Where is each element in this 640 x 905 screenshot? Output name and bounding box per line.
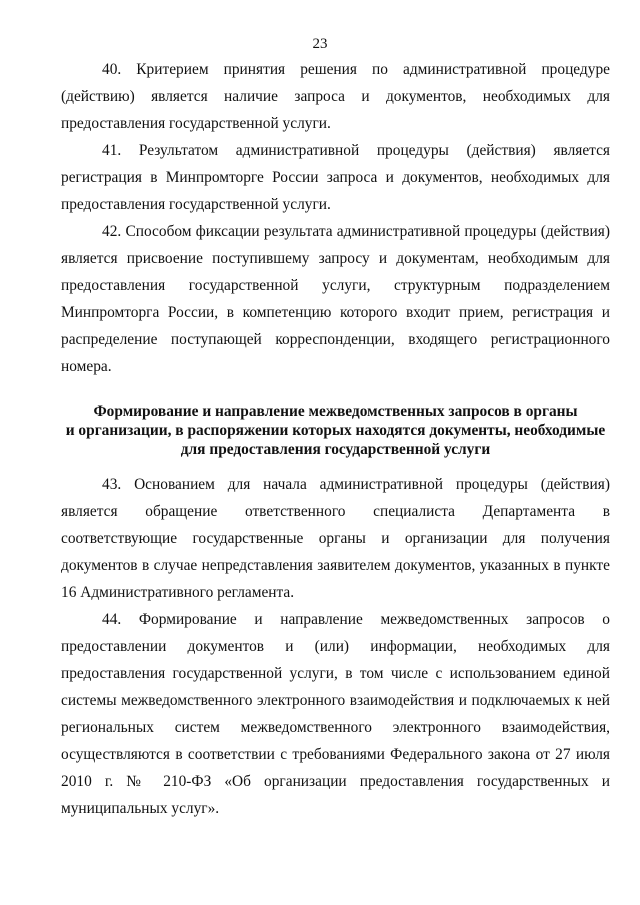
paragraph-44: 44. Формирование и направление межведомственных запросов о предоставлении документов и (или) информации, необходимых для предоставления государственной услуги, в том числе с использованием единой системы межведомственного электронного взаимодействия и подключаемых к ней региональных систем межведомственного электронного взаимодействия, осуществляются в соответствии с требованиями Федерального закона от 27 июля 2010 г. № 210-ФЗ «Об организации предоставления государственных и муниципальных услуг».	[61, 611, 610, 817]
section-heading-line: для предоставления государственной услуги	[180, 441, 491, 458]
section-heading-line: Формирование и направление межведомственных запросов в органы	[93, 403, 578, 420]
paragraph-40: 40. Критерием принятия решения по административной процедуре (действию) является наличие запроса и документов, необходимых для предоставления государственной услуги.	[61, 61, 610, 132]
paragraph-43: 43. Основанием для начала административной процедуры (действия) является обращение ответственного специалиста Департамента в соответствующие государственные органы и организации для получения документов в случае непредставления заявителем документов, указанных в пункте 16 Административного регламента.	[61, 476, 610, 601]
section-heading	[61, 402, 610, 459]
paragraph-41: 41. Результатом административной процедуры (действия) является регистрация в Минпромторге России запроса и документов, необходимых для предоставления государственной услуги.	[61, 142, 610, 213]
paragraph-42: 42. Способом фиксации результата административной процедуры (действия) является присвоение поступившему запросу и документам, необходимым для предоставления государственной услуги, структурным подразделением Минпромторга России, в компетенцию которого входит прием, регистрация и распределение поступающей корреспонденции, входящего регистрационного номера.	[61, 223, 610, 375]
page-number: 23	[312, 36, 328, 52]
section-heading-line: и организации, в распоряжении которых находятся документы, необходимые	[65, 422, 606, 439]
document-body	[61, 56, 610, 822]
